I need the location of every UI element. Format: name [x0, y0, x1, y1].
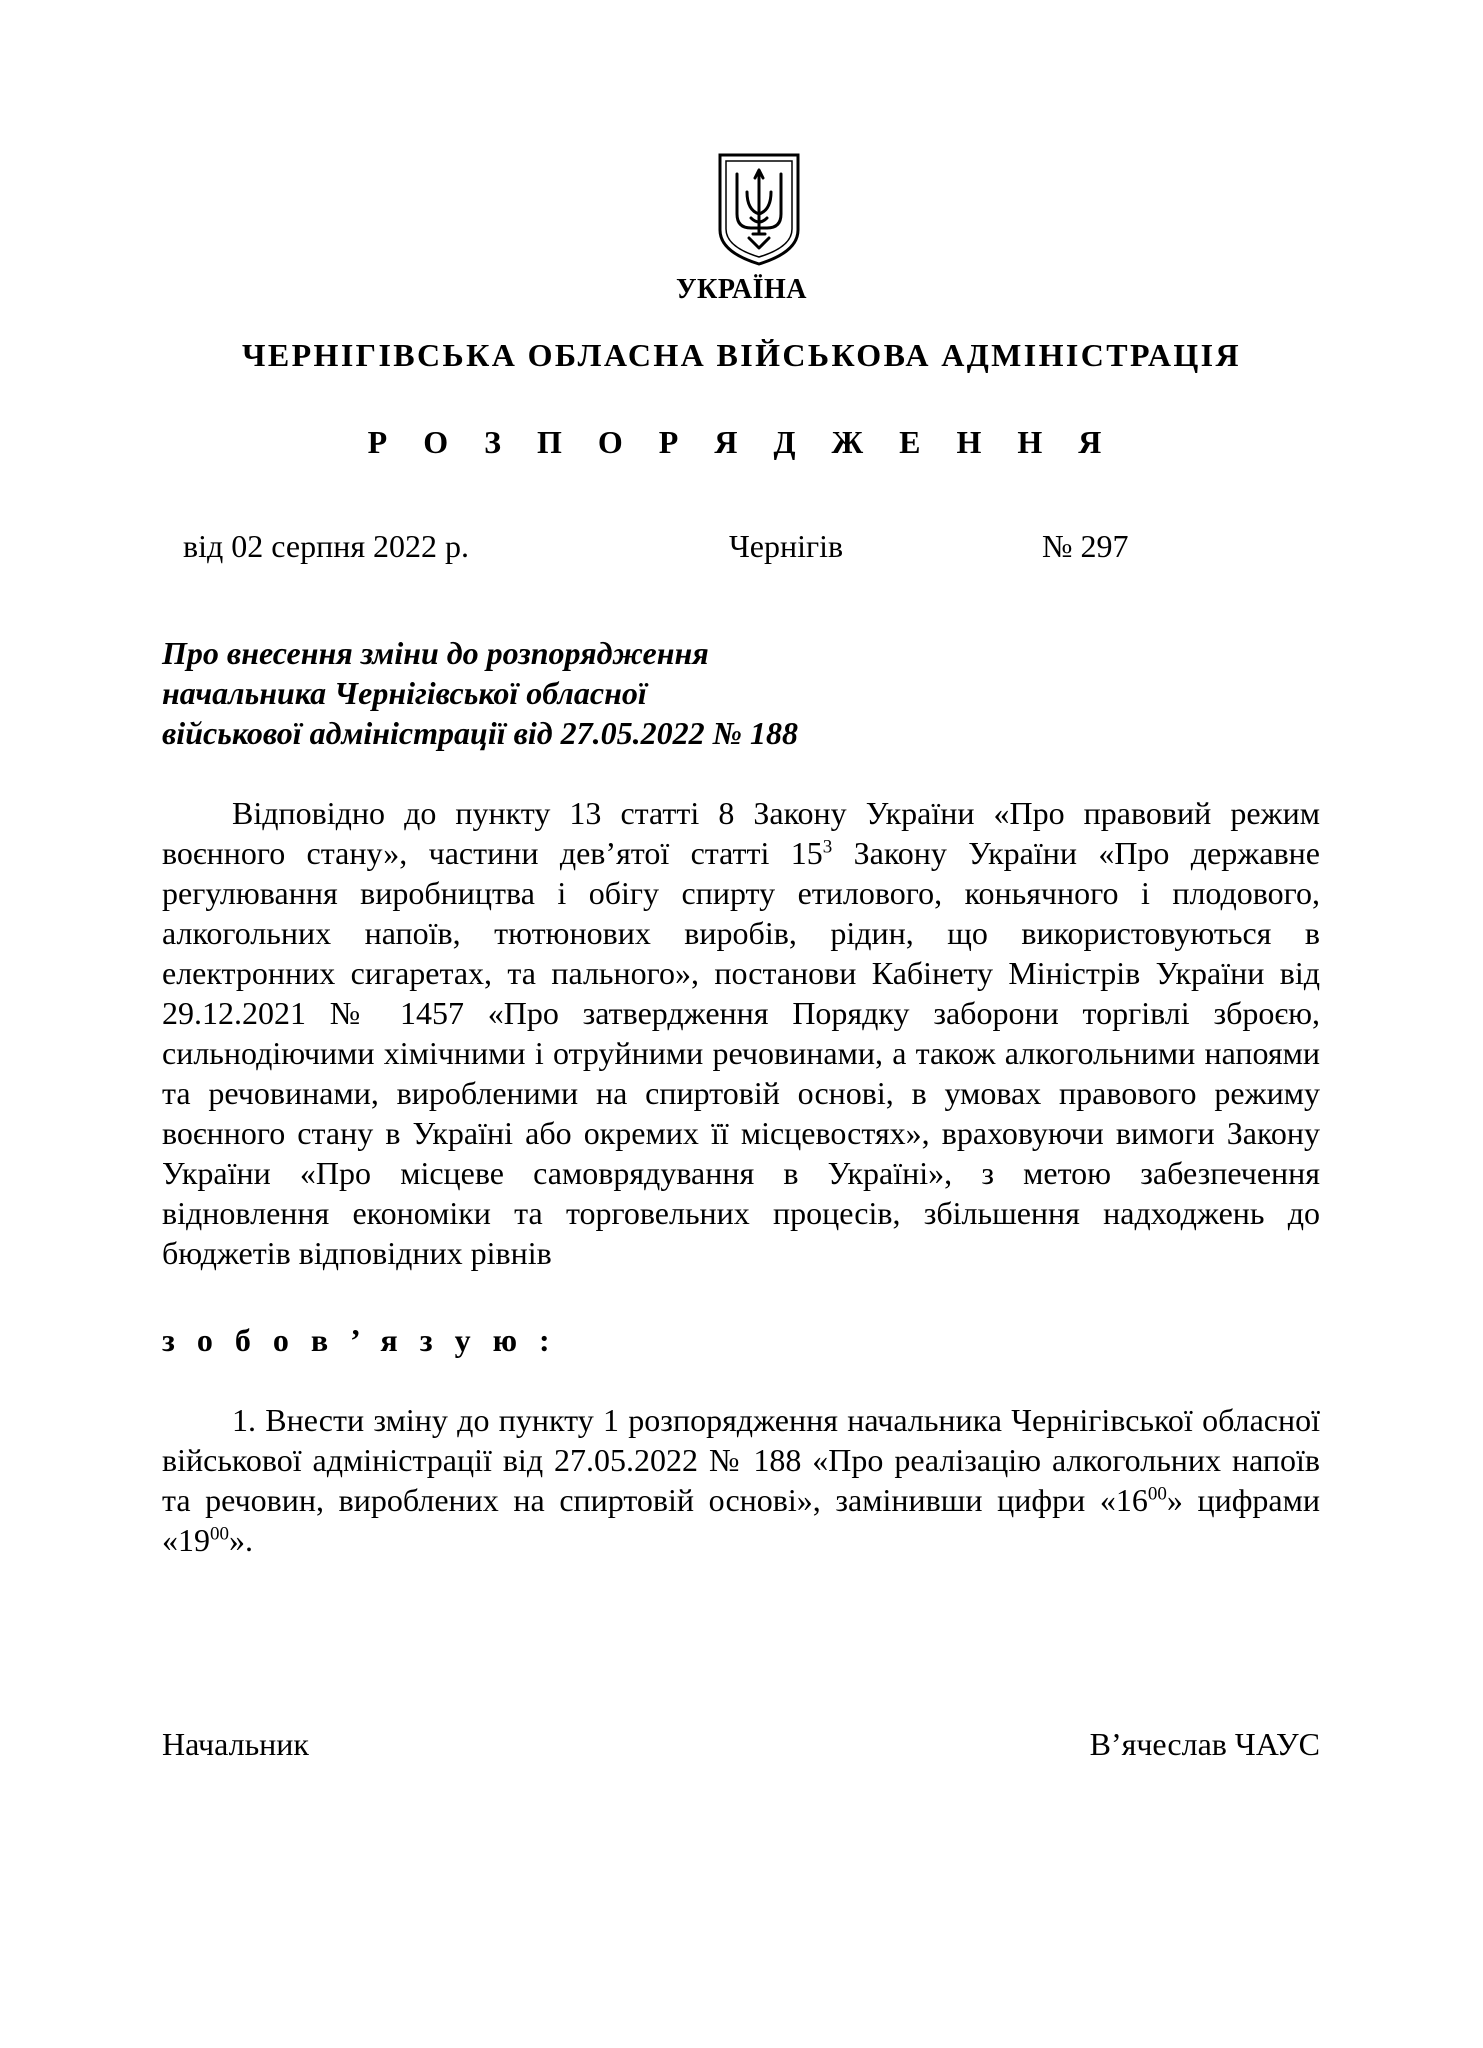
- document-type-title: Р О З П О Р Я Д Ж Е Н Н Я: [367, 424, 1116, 460]
- preamble-text-continued: Закону України «Про державне регулювання виробництва і обігу спирту етилового, коньячного і плодового, алкогольних напоїв, тютюнових виробів, рідин, що використовуються в електронних сигаретах, та пального», постанови Кабінету Міністрів України від 29.12.2021 № 1457 «Про затвердження Порядку заборони торгівлі зброєю, сильнодіючими хімічними і отруйними речовинами, а також алкогольними напоями та речовинами, виробленими на спиртовій основі, в умовах правового режиму воєнного стану в Україні або окремих її місцевостях», враховуючи вимоги Закону України «Про місцеве самоврядування в Україні», з метою забезпечення відновлення економіки та торговельних процесів, збільшення надходжень до бюджетів відповідних рівнів: [162, 835, 1321, 1271]
- item-text: » цифрами «19: [162, 1482, 1321, 1558]
- trident-emblem-icon: [717, 152, 801, 267]
- article-superscript: 3: [822, 836, 833, 858]
- subject-line: військової адміністрації від 27.05.2022 № 188: [162, 715, 798, 751]
- preamble-paragraph: [162, 793, 1320, 1273]
- order-word: з о б о в ’ я з у ю :: [162, 1322, 557, 1358]
- country-title: УКРАЇНА: [676, 274, 807, 305]
- document-city: Чернігів: [729, 528, 844, 564]
- order-item-1: [162, 1400, 1320, 1560]
- document-number: № 297: [1042, 528, 1129, 564]
- preamble-text: Відповідно до пункту 13 статті 8 Закону України «Про правовий режим воєнного стану», частини дев’ятої статті 15: [162, 795, 1320, 871]
- item-text: 1. Внести зміну до пункту 1 розпорядження начальника Чернігівської обласної військової адміністрації від 27.05.2022 № 188 «Про реалізацію алкогольних напоїв та речовин, вироблених на спиртовій основі», замінивши цифри «16: [162, 1402, 1320, 1518]
- signatory-name: В’ячеслав ЧАУС: [1089, 1726, 1320, 1762]
- signatory-position: Начальник: [162, 1726, 309, 1762]
- subject-line: Про внесення зміни до розпорядження: [162, 635, 709, 671]
- subject-line: начальника Чернігівської обласної: [162, 675, 647, 711]
- document-subject: [162, 633, 922, 753]
- time-superscript: 00: [1147, 1483, 1167, 1505]
- time-superscript: 00: [210, 1523, 229, 1545]
- document-date: від 02 серпня 2022 р.: [183, 528, 470, 564]
- item-text: ».: [229, 1522, 253, 1558]
- authority-title: ЧЕРНІГІВСЬКА ОБЛАСНА ВІЙСЬКОВА АДМІНІСТРАЦІЯ: [241, 337, 1242, 373]
